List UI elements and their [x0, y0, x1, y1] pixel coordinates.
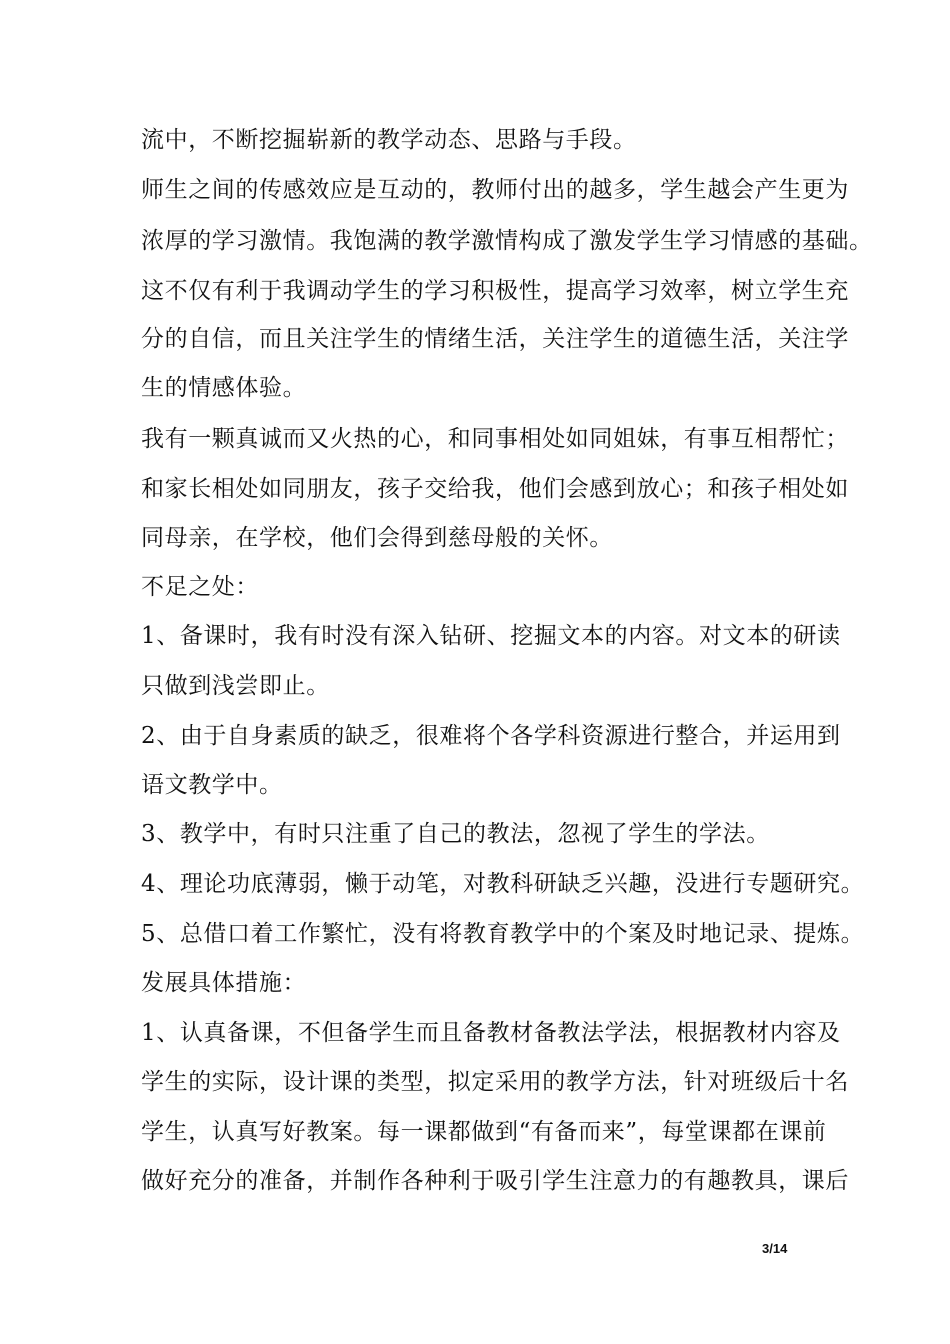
list-item: 3、教学中，有时只注重了自己的教法，忽视了学生的学法。: [141, 821, 770, 847]
section-heading: 不足之处：: [141, 574, 259, 600]
list-item: 2、由于自身素质的缺乏，很难将个各学科资源进行整合，并运用到: [141, 723, 841, 749]
text-line: 师生之间的传感效应是互动的，教师付出的越多，学生越会产生更为: [141, 177, 849, 203]
list-item: 1、备课时，我有时没有深入钻研、挖掘文本的内容。对文本的研读: [141, 623, 841, 649]
text-line: 生的情感体验。: [141, 375, 307, 401]
text-line: 分的自信，而且关注学生的情绪生活，关注学生的道德生活，关注学: [141, 326, 849, 352]
list-item: 5、总借口着工作繁忙，没有将教育教学中的个案及时地记录、提炼。: [141, 921, 865, 947]
text-line: 只做到浅尝即止。: [141, 673, 330, 699]
text-line: 同母亲，在学校，他们会得到慈母般的关怀。: [141, 525, 613, 551]
text-line: 流中，不断挖掘崭新的教学动态、思路与手段。: [141, 127, 637, 153]
text-line: 学生的实际，设计课的类型，拟定采用的教学方法，针对班级后十名: [141, 1069, 849, 1095]
text-line: 做好充分的准备，并制作各种利于吸引学生注意力的有趣教具，课后: [141, 1168, 849, 1194]
text-line: 语文教学中。: [141, 772, 283, 798]
text-line: 浓厚的学习激情。我饱满的教学激情构成了激发学生学习情感的基础。: [141, 228, 873, 254]
page-number: 3/14: [762, 1241, 788, 1256]
list-item: 1、认真备课，不但备学生而且备教材备教法学法，根据教材内容及: [141, 1020, 841, 1046]
list-item: 4、理论功底薄弱，懒于动笔，对教科研缺乏兴趣，没进行专题研究。: [141, 871, 865, 897]
section-heading: 发展具体措施：: [141, 970, 307, 996]
text-line: 我有一颗真诚而又火热的心，和同事相处如同姐妹，有事互相帮忙；: [141, 426, 849, 452]
text-line: 和家长相处如同朋友，孩子交给我，他们会感到放心；和孩子相处如: [141, 476, 849, 502]
text-line: 学生，认真写好教案。每一课都做到“有备而来”，每堂课都在课前: [141, 1119, 827, 1145]
text-line: 这不仅有利于我调动学生的学习积极性，提高学习效率，树立学生充: [141, 278, 849, 304]
